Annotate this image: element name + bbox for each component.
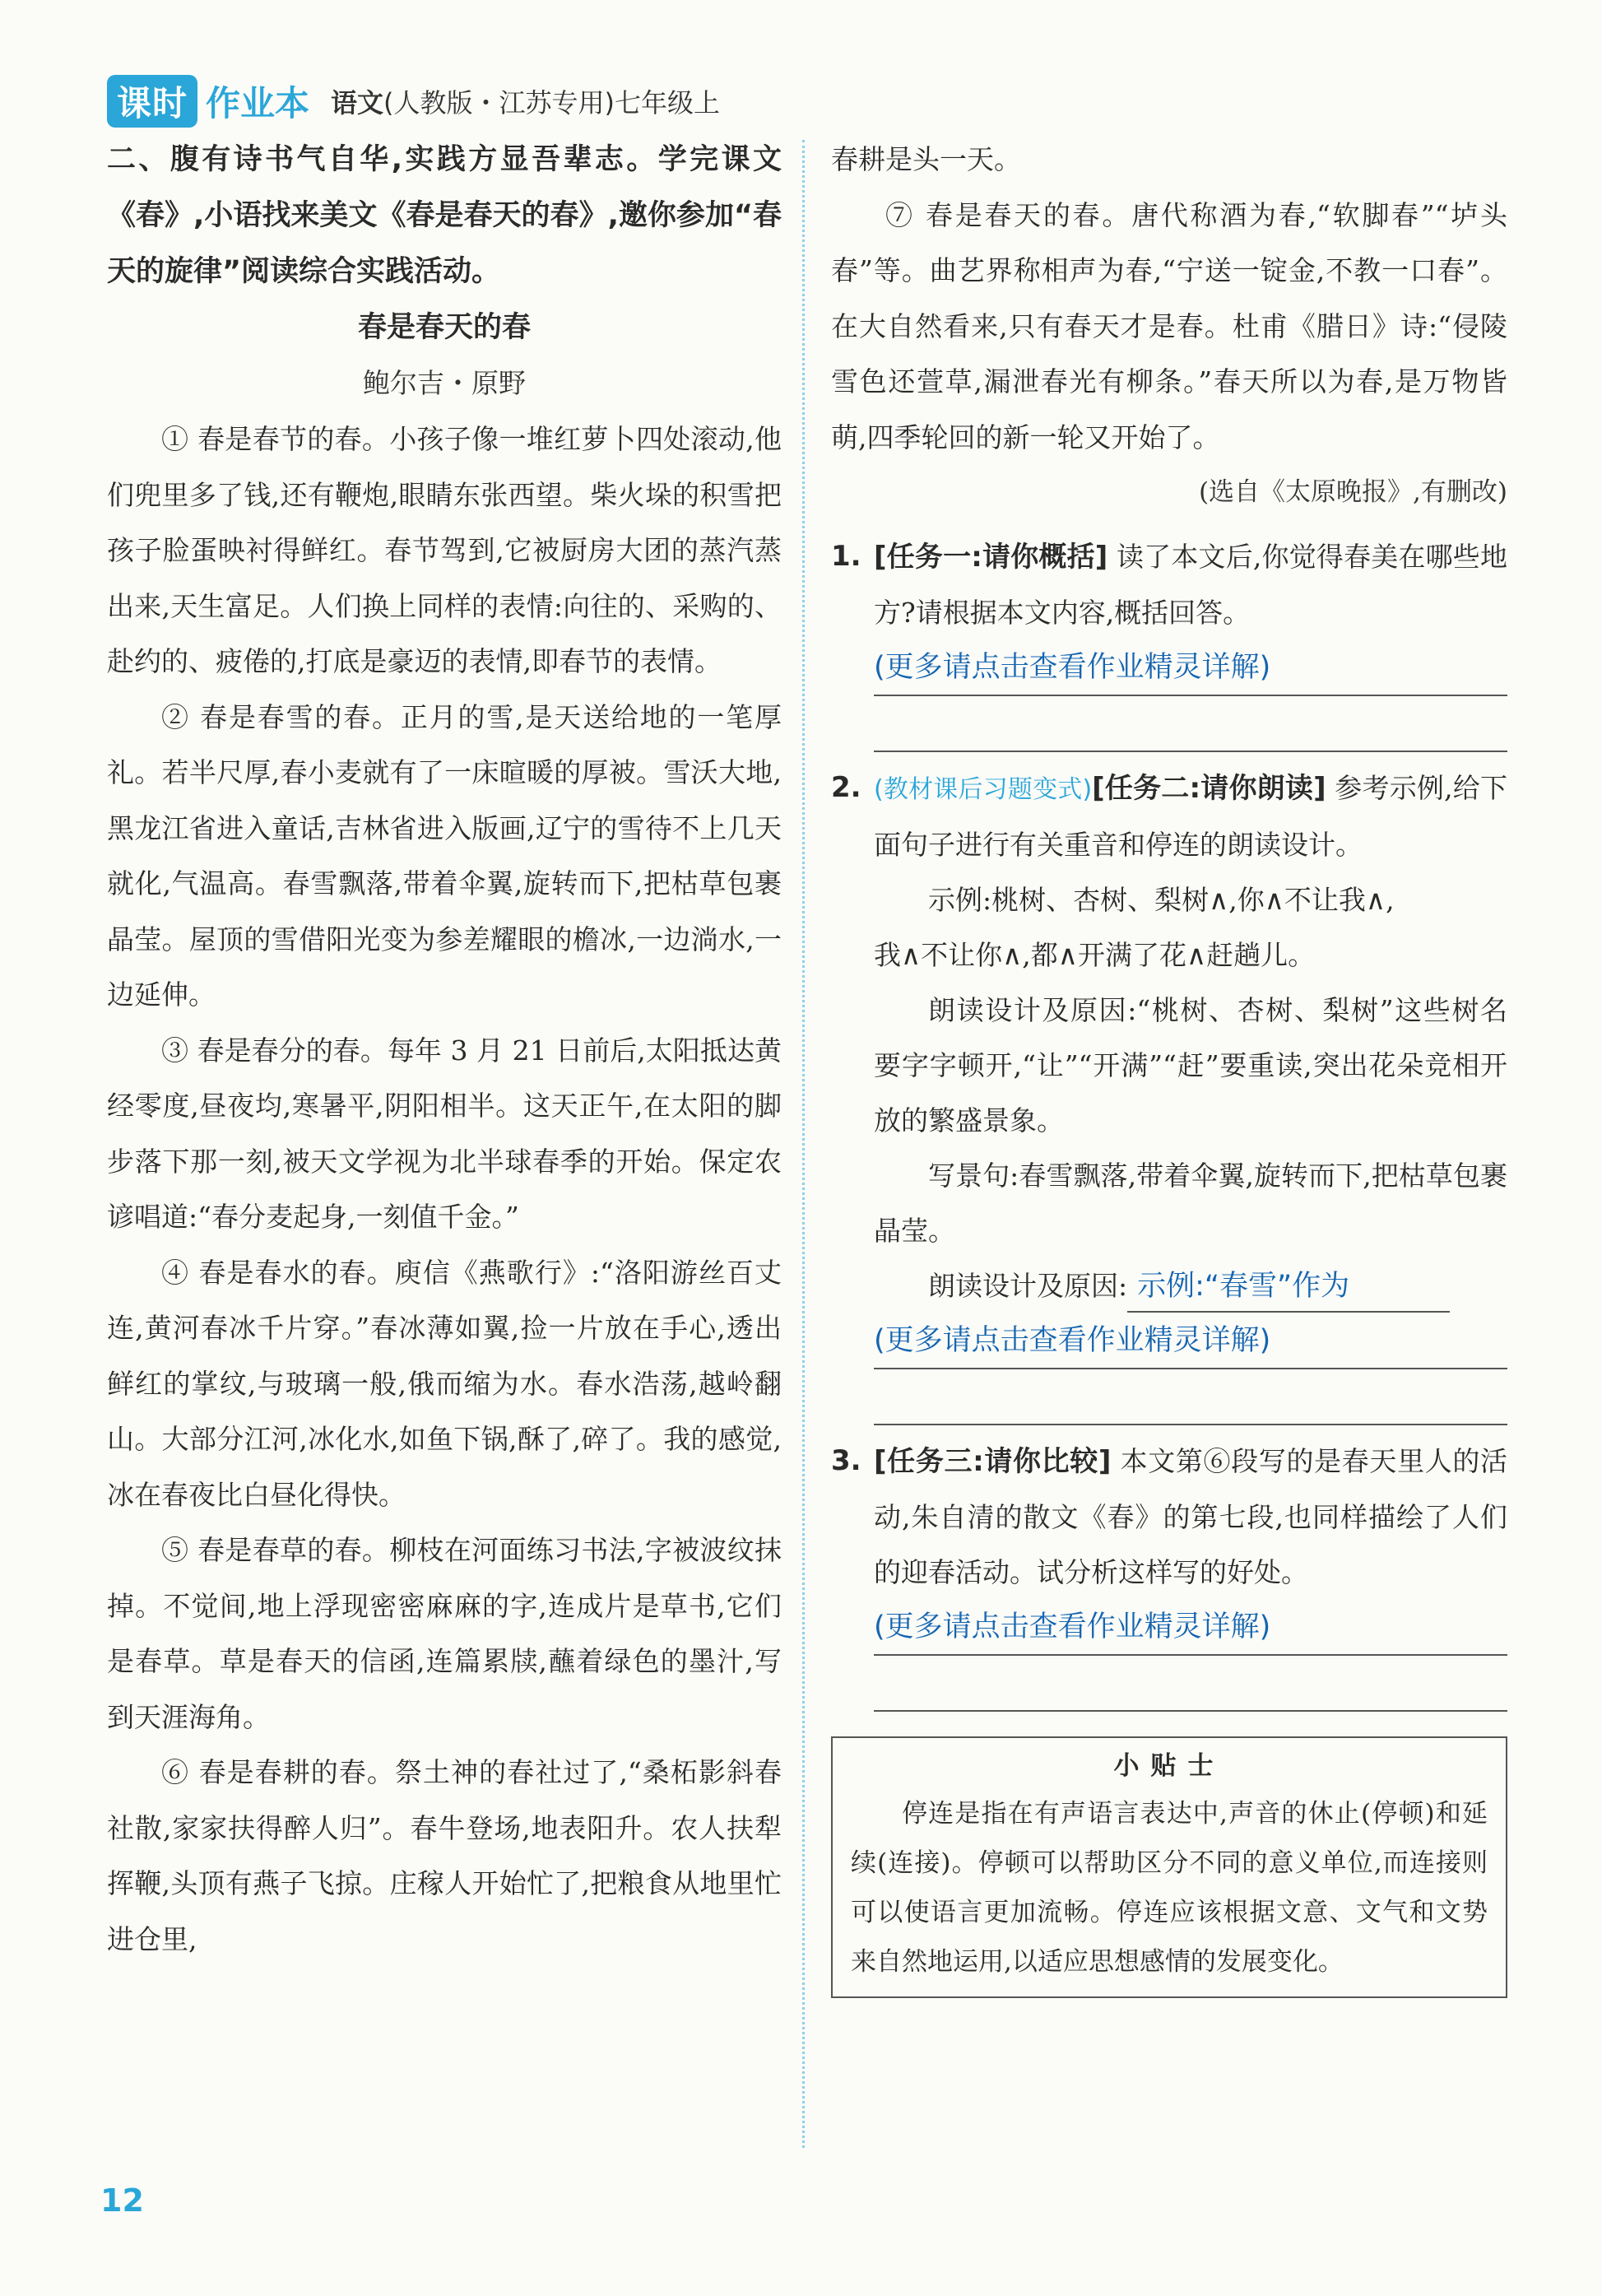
tips-title: 小贴士 [1113,1750,1225,1781]
edition-label: (人教版・江苏专用)七年级上 [383,87,721,119]
right-column [831,132,1507,1998]
task-prompt [874,760,1507,872]
task-prompt [874,529,1507,640]
answer-blank-line[interactable] [874,1656,1507,1712]
paragraph-7: ⑦ 春是春天的春。唐代称酒为春,“软脚春”“垆头春”等。曲艺界称相声为春,“宁送一锭金,不教一口春”。在大自然看来,只有春天才是春。杜甫《腊日》诗:“侵陵雪色还萱草,漏泄春光有柳条。”春天所以为春,是万物皆萌,四季轮回的新一轮又开始了。 [831,198,1507,453]
answer-link[interactable]: (更多请点击查看作业精灵详解) [874,1313,1507,1369]
paragraph-2: ② 春是春雪的春。正月的雪,是天送给地的一笔厚礼。若半尺厚,春小麦就有了一床暄暖的厚被。雪沃大地,黑龙江省进入童话,吉林省进入版画,辽宁的雪待不上几天就化,气温高。春雪飘落,带着伞翼,旋转而下,把枯草包裹晶莹。屋顶的雪借阳光变为参差耀眼的檐冰,一边淌水,一边延伸。 [107,700,782,1011]
task-2 [831,760,1507,1425]
example-reason: 朗读设计及原因:“桃树、杏树、梨树”这些树名要字字顿开,“让”“开满”“赶”要重读,突出花朵竞相开放的繁盛景象。 [874,993,1507,1136]
subject-label: 语文 [331,87,384,119]
page-header [107,76,720,127]
example-line-2: 我∧不让你∧,都∧开满了花∧赶趟儿。 [874,938,1316,971]
task-tag: [任务三:请你比较] [874,1444,1112,1478]
section-intro: 二、腹有诗书气自华,实践方显吾辈志。学完课文《春》,小语找来美文《春是春天的春》,邀你参加“春天的旋律”阅读综合实践活动。 [107,143,782,288]
tips-text: 停连是指在有声语言表达中,声音的休止(停顿)和延续(连接)。停顿可以帮助区分不同的意义单位,而连接则可以使语言更加流畅。停连应该根据文意、文气和文势来自然地运用,以适应思想感情的发展变化。 [851,1798,1488,1977]
task-tag: [任务一:请你概括] [874,540,1108,574]
paragraph-3: ③ 春是春分的春。每年 3 月 21 日前后,太阳抵达黄经零度,昼夜均,寒暑平,阴阳相半。这天正午,在太阳的脚步落下那一刻,被天文学视为北半球春季的开始。保定农谚唱道:“春分麦起身,一刻值千金。” [107,1034,782,1233]
design-line [874,1258,1507,1313]
answer-link[interactable]: (更多请点击查看作业精灵详解) [874,640,1507,696]
task-number: 1. [831,539,861,573]
article-title: 春是春天的春 [357,311,531,344]
answer-blank-line[interactable] [874,1369,1507,1425]
paragraph-4: ④ 春是春水的春。庾信《燕歌行》:“洛阳游丝百丈连,黄河春冰千片穿。”春冰薄如翼,捡一片放在手心,透出鲜红的掌纹,与玻璃一般,俄而缩为水。春水浩荡,越岭翻山。大部分江河,冰化水,如鱼下锅,酥了,碎了。我的感觉,冰在春夜比白昼化得快。 [107,1256,782,1511]
article-source: (选自《太原晚报》,有删改) [1198,477,1507,507]
book-info [331,82,720,120]
example-line-1: 示例:桃树、杏树、梨树∧,你∧不让我∧, [928,883,1395,916]
left-column [107,132,782,1967]
task-question: 参考示例,给下面句子进行有关重音和停连的朗读设计。 [874,771,1507,861]
paragraph-5: ⑤ 春是春草的春。柳枝在河面练习书法,字被波纹抹掉。不觉间,地上浮现密密麻麻的字,连成片是草书,它们是春草。草是春天的信函,连篇累牍,蘸着绿色的墨汁,写到天涯海角。 [107,1534,782,1733]
paragraph-6-continued: 春耕是头一天。 [831,143,1021,175]
task-number: 2. [831,770,861,804]
article-author: 鲍尔吉・原野 [363,367,526,399]
task-question: 本文第⑥段写的是春天里人的活动,朱自清的散文《春》的第七段,也同样描绘了人们的迎春活动。试分析这样写的好处。 [874,1444,1507,1588]
paragraph-1: ① 春是春节的春。小孩子像一堆红萝卜四处滚动,他们兜里多了钱,还有鞭炮,眼睛东张西望。柴火垛的积雪把孩子脸蛋映衬得鲜红。春节驾到,它被厨房大团的蒸汽蒸出来,天生富足。人们换上同样的表情:向往的、采购的、赴约的、疲倦的,打底是豪迈的表情,即春节的表情。 [107,423,782,677]
task-question: 读了本文后,你觉得春美在哪些地方?请根据本文内容,概括回答。 [874,540,1507,629]
task-prompt [874,1434,1507,1600]
design-label: 朗读设计及原因: [928,1269,1128,1302]
task-tag: [任务二:请你朗读] [1092,771,1326,805]
variant-label: (教材课后习题变式) [874,774,1093,804]
task-3 [831,1434,1507,1712]
answer-blank-line[interactable] [874,696,1507,752]
brand-logo: 课时 [107,75,197,128]
paragraph-6: ⑥ 春是春耕的春。祭土神的春社过了,“桑柘影斜春社散,家家扶得醉人归”。春牛登场,地表阳升。农人扶犁挥鞭,头顶有燕子飞掠。庄稼人开始忙了,把粮食从地里忙进仓里, [107,1756,782,1955]
task-number: 3. [831,1443,861,1477]
design-answer[interactable]: 示例:“春雪”作为 [1127,1262,1450,1313]
task-1 [831,529,1507,752]
brand-name: 作业本 [206,83,310,123]
scene-sentence: 写景句:春雪飘落,带着伞翼,旋转而下,把枯草包裹晶莹。 [874,1159,1507,1247]
column-divider [802,140,805,2148]
answer-link[interactable]: (更多请点击查看作业精灵详解) [874,1600,1507,1656]
tips-box [831,1736,1507,1998]
page-number: 12 [100,2182,144,2219]
